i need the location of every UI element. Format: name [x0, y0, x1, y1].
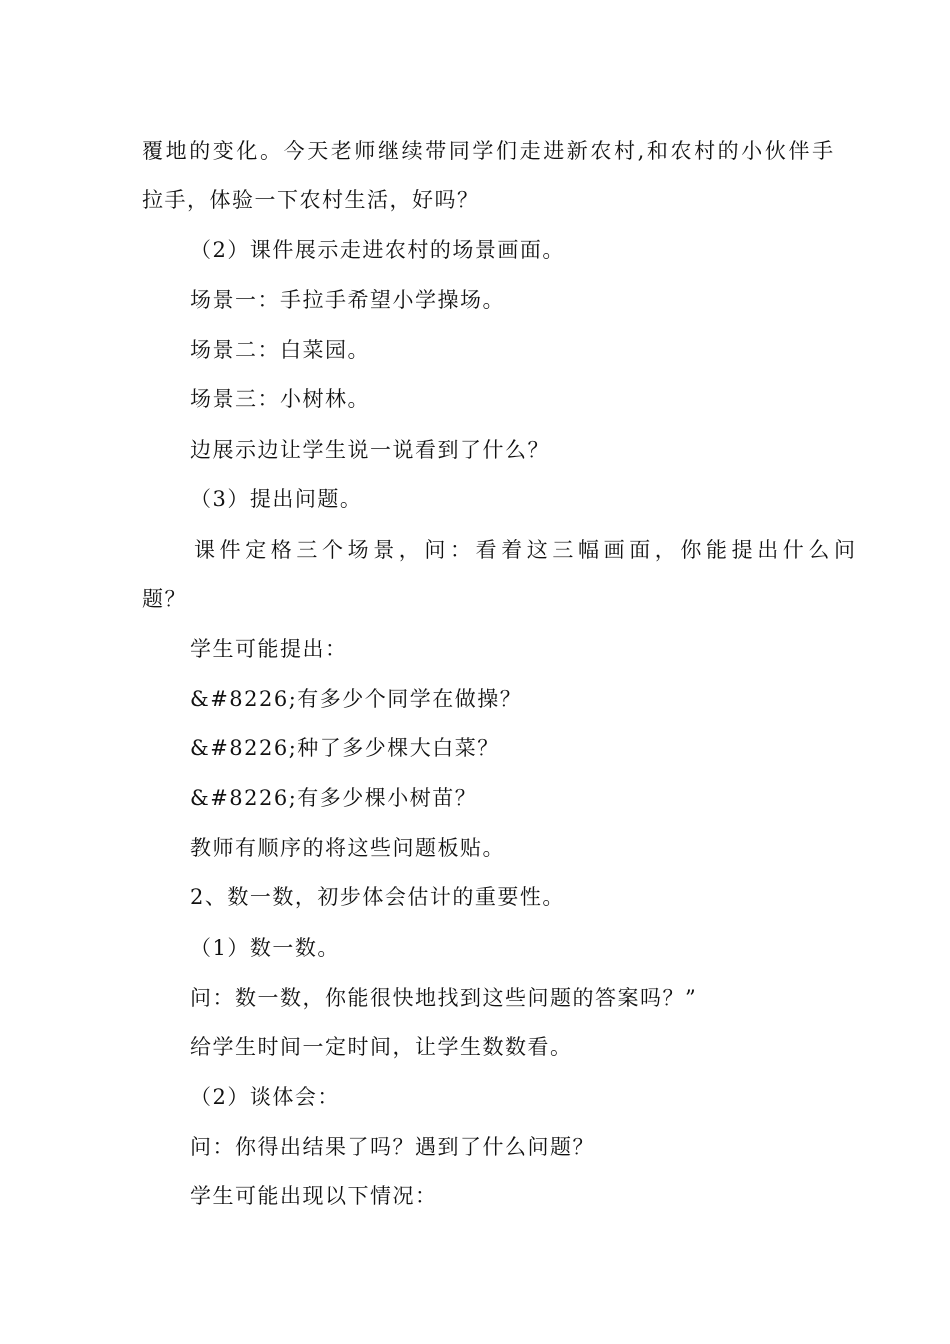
paragraph-line: 边展示边让学生说一说看到了什么？ [190, 438, 550, 462]
paragraph-line: 场景二：白菜园。 [190, 338, 370, 362]
paragraph-line: 场景一：手拉手希望小学操场。 [190, 288, 505, 312]
list-item: &#8226;有多少棵小树苗？ [190, 786, 478, 810]
paragraph-line: 教师有顺序的将这些问题板贴。 [190, 836, 505, 860]
paragraph-line: 拉手，体验一下农村生活，好吗？ [142, 188, 480, 212]
list-item: &#8226;种了多少棵大白菜？ [190, 736, 500, 760]
paragraph-line: 课件定格三个场景，问：看着这三幅画面，你能提出什么问 [194, 538, 860, 562]
section-heading: 2、数一数，初步体会估计的重要性。 [190, 885, 565, 909]
paragraph-line: 学生可能出现以下情况： [190, 1184, 438, 1208]
paragraph-line: （2）谈体会： [190, 1085, 340, 1109]
list-item: &#8226;有多少个同学在做操？ [190, 687, 523, 711]
paragraph-line: 题？ [142, 587, 187, 611]
paragraph-line: （3）提出问题。 [190, 487, 363, 511]
paragraph-line: 问：你得出结果了吗？遇到了什么问题？ [190, 1135, 595, 1159]
paragraph-line: 学生可能提出： [190, 637, 348, 661]
paragraph-line: （2）课件展示走进农村的场景画面。 [190, 238, 565, 262]
paragraph-line: 覆地的变化。今天老师继续带同学们走进新农村,和农村的小伙伴手 [142, 139, 836, 163]
paragraph-line: 给学生时间一定时间，让学生数数看。 [190, 1035, 573, 1059]
paragraph-line: （1）数一数。 [190, 936, 340, 960]
paragraph-line: 问：数一数，你能很快地找到这些问题的答案吗？” [190, 986, 698, 1010]
paragraph-line: 场景三：小树林。 [190, 387, 370, 411]
